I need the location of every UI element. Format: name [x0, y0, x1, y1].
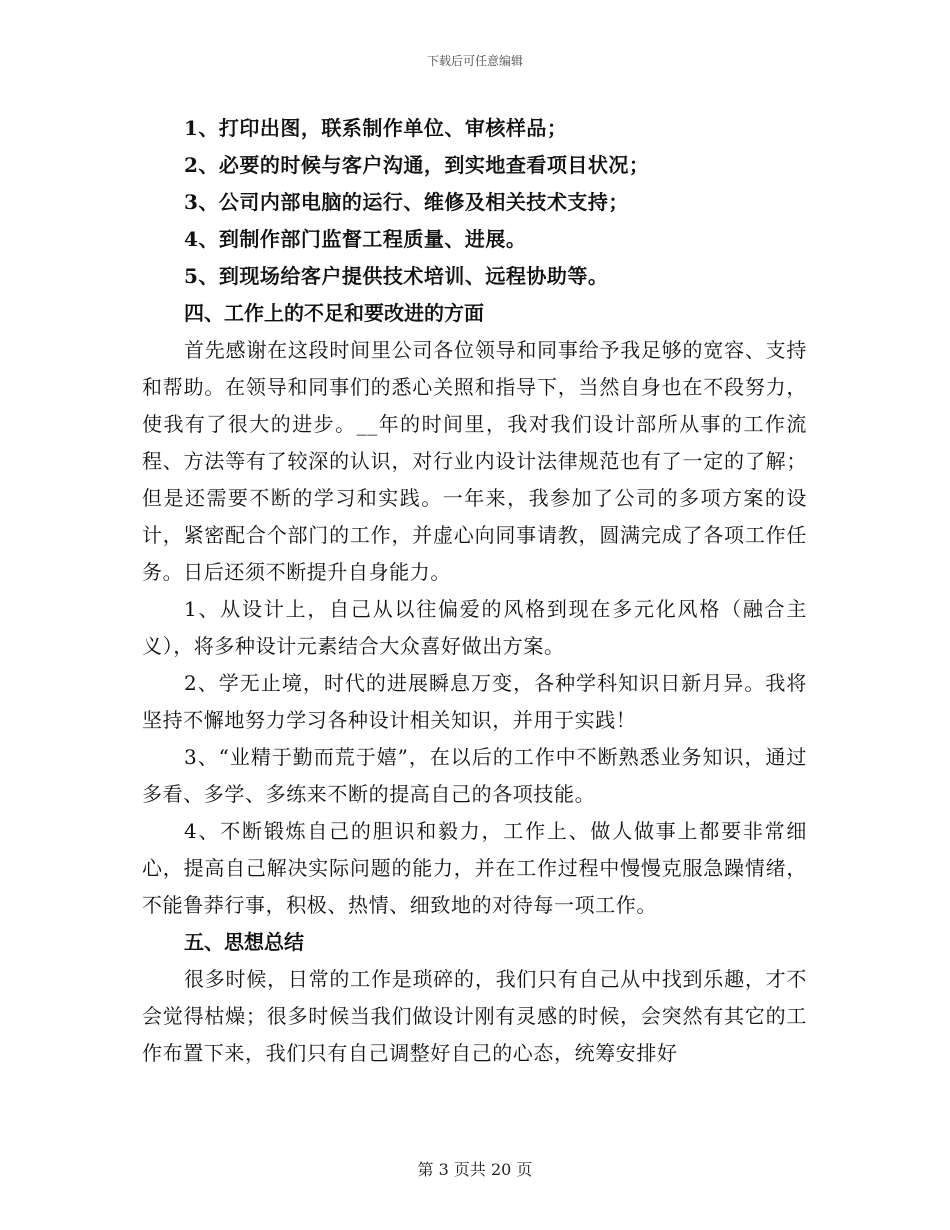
page-header: 下载后可任意编辑: [426, 54, 523, 68]
document-body: [142, 110, 807, 1072]
improvement-item-4: 4、不断锻炼自己的胆识和毅力，工作上、做人做事上都要非常细心，提高自己解决实际问题的能力，并在工作过程中慢慢克服急躁情绪，不能鲁莽行事，积极、热情、细致地的对待每一项工作。: [142, 819, 807, 917]
page-footer: 第 3 页共 20 页: [417, 1160, 533, 1179]
duty-item-1: 1、打印出图，联系制作单位、审核样品；: [184, 116, 568, 140]
section-5-paragraph: 很多时候，日常的工作是琐碎的，我们只有自己从中找到乐趣，才不会觉得枯燥；很多时候当我们做设计刚有灵感的时候，会突然有其它的工作布置下来，我们只有自己调整好自己的心态，统筹安排好: [142, 967, 807, 1065]
duty-item-3: 3、公司内部电脑的运行、维修及相关技术支持；: [184, 190, 629, 214]
improvement-item-3: 3、“业精于勤而荒于嬉”，在以后的工作中不断熟悉业务知识，通过多看、多学、多练来不断的提高自己的各项技能。: [142, 745, 807, 806]
duty-item-2: 2、必要的时候与客户沟通，到实地查看项目状况；: [184, 153, 650, 177]
duty-item-5: 5、到现场给客户提供技术培训、远程协助等。: [184, 264, 609, 288]
duty-item-4: 4、到制作部门监督工程质量、进展。: [184, 227, 527, 251]
section-4-heading: 四、工作上的不足和要改进的方面: [184, 301, 484, 325]
section-5-heading: 五、思想总结: [184, 930, 304, 954]
improvement-item-1: 1、从设计上，自己从以往偏爱的风格到现在多元化风格（融合主义），将多种设计元素结合大众喜好做出方案。: [142, 597, 807, 658]
section-4-intro: 首先感谢在这段时间里公司各位领导和同事给予我足够的宽容、支持和帮助。在领导和同事们的悉心关照和指导下，当然自身也在不段努力，使我有了很大的进步。__年的时间里，我对我们设计部所从事的工作流程、方法等有了较深的认识，对行业内设计法律规范也有了一定的了解；但是还需要不断的学习和实践。一年来，我参加了公司的多项方案的设计，紧密配合个部门的工作，并虚心向同事请教，圆满完成了各项工作任务。日后还须不断提升自身能力。: [142, 338, 807, 584]
improvement-item-2: 2、学无止境，时代的进展瞬息万变，各种学科知识日新月异。我将坚持不懈地努力学习各种设计相关知识，并用于实践！: [142, 671, 807, 732]
